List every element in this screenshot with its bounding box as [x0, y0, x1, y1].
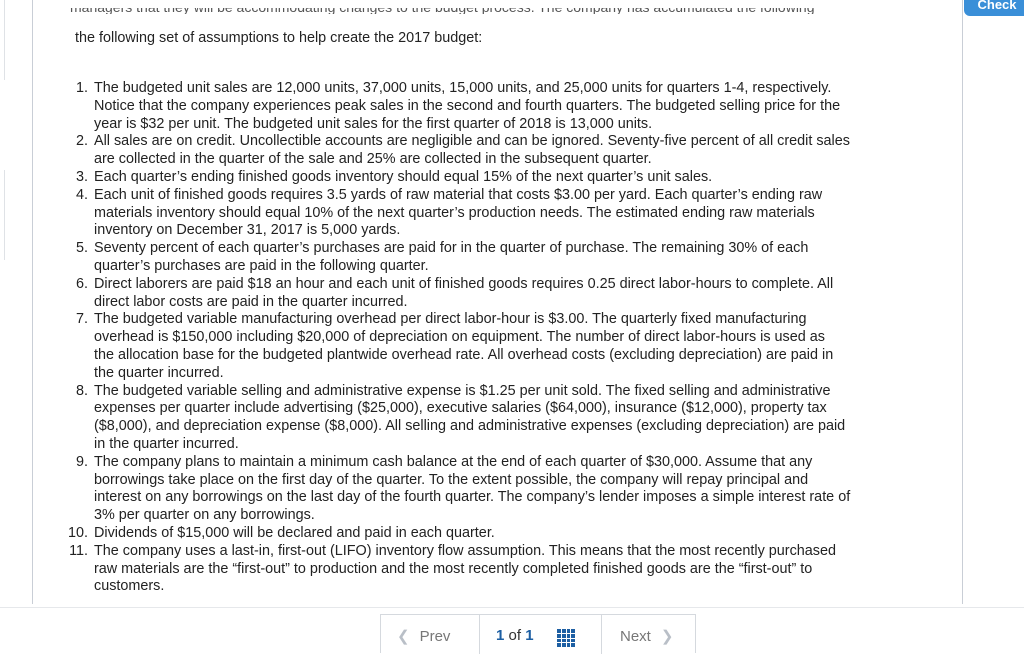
chevron-right-icon: ❯ — [660, 628, 674, 645]
assumption-line: The budgeted variable selling and administrative expense is $1.25 per unit sold. The fixed selling and administrative — [94, 382, 831, 399]
assumption-line: expenses per quarter include advertising ($25,000), executive salaries ($64,000), insurance ($12,000), property tax — [94, 400, 827, 417]
prev-label: Prev — [419, 628, 451, 645]
left-edge-panel — [0, 0, 4, 653]
grid-view-icon[interactable] — [557, 629, 575, 647]
pagination-bar — [380, 614, 696, 653]
assumption-line: raw materials are the “first-out” to production and the most recently completed finished goods are the “first-out” to — [94, 560, 813, 577]
assumption-item — [55, 240, 925, 276]
assumption-item — [55, 543, 925, 596]
assumption-line: All sales are on credit. Uncollectible accounts are negligible and can be ignored. Seventy-five percent of all credit sales — [94, 133, 850, 150]
assumption-item — [55, 169, 925, 187]
current-page: 1 — [496, 627, 505, 644]
assumption-number: 4. — [75, 186, 88, 203]
assumption-item — [55, 383, 925, 454]
assumption-item — [55, 187, 925, 240]
assumption-number: 7. — [75, 311, 88, 328]
total-pages: 1 — [525, 627, 534, 644]
assumption-line: The company uses a last-in, first-out (LIFO) inventory flow assumption. This means that the most recently purchased — [94, 542, 836, 559]
assumption-line: customers. — [94, 578, 165, 595]
assumption-line: Each unit of finished goods requires 3.5 yards of raw material that costs $3.00 per yard. Each quarter’s ending raw — [94, 186, 823, 203]
assumption-item — [55, 276, 925, 312]
assumption-item — [55, 454, 925, 525]
assumption-line: Direct laborers are paid $18 an hour and each unit of finished goods requires 0.25 direct labor-hours to complete. All — [94, 275, 834, 292]
assumption-number: 11. — [69, 542, 88, 559]
assumptions-list — [55, 80, 925, 596]
assumption-line: Dividends of $15,000 will be declared and paid in each quarter. — [94, 524, 495, 541]
next-label: Next — [620, 628, 651, 645]
assumption-number: 6. — [75, 275, 88, 292]
assumption-line: ($8,000), and depreciation expense ($8,000). All selling and administrative expenses (excluding depreciation) are paid — [94, 418, 846, 435]
assumption-number: 2. — [75, 133, 88, 150]
assumption-number: 5. — [75, 240, 88, 257]
assumption-line: year is $32 per unit. The budgeted unit sales for the first quarter of 2018 is 13,000 units. — [94, 115, 653, 132]
intro-text: the following set of assumptions to help create the 2017 budget: — [75, 30, 483, 46]
chevron-left-icon: ❮ — [397, 628, 410, 645]
prev-button[interactable] — [397, 627, 450, 645]
assumption-number: 9. — [75, 453, 88, 470]
assumption-line: materials inventory should equal 10% of the next quarter’s production needs. The estimated ending raw materials — [94, 204, 815, 221]
assumption-number: 10. — [67, 524, 88, 541]
assumption-item — [55, 525, 925, 543]
assumption-line: overhead is $150,000 including $20,000 of depreciation on equipment. The number of direct labor-hours is used as — [94, 329, 825, 346]
assumption-item — [55, 80, 925, 133]
assumption-line: quarter’s purchases are paid in the following quarter. — [94, 257, 429, 274]
of-label: of — [508, 627, 522, 644]
assumption-line: direct labor costs are paid in the quarter incurred. — [94, 293, 408, 310]
assumption-line: the allocation base for the budgeted plantwide overhead rate. All overhead costs (excluding depreciation) are paid in — [94, 346, 834, 363]
assumption-line: Seventy percent of each quarter’s purchases are paid for in the quarter of purchase. The remaining 30% of each — [94, 240, 809, 257]
next-button[interactable] — [620, 627, 673, 645]
page-indicator — [496, 627, 534, 644]
assumption-line: The company plans to maintain a minimum cash balance at the end of each quarter of $30,000. Assume that any — [94, 453, 813, 470]
assumption-line: are collected in the quarter of the sale and 25% are collected in the subsequent quarter. — [94, 151, 652, 168]
assumption-line: The budgeted unit sales are 12,000 units, 37,000 units, 15,000 units, and 25,000 units for quarters 1-4, respectively. — [94, 80, 832, 96]
assumption-line: Notice that the company experiences peak sales in the second and fourth quarters. The budgeted selling price for the — [94, 97, 841, 114]
assumption-number: 8. — [75, 382, 88, 399]
assumption-line: 3% per quarter on any borrowings. — [94, 507, 315, 524]
assumption-line: borrowings take place on the first day of the quarter. To the extent possible, the company will repay principal and — [94, 471, 809, 488]
assumption-item — [55, 133, 925, 169]
assumption-line: in the quarter incurred. — [94, 435, 239, 452]
assumption-line: The budgeted variable manufacturing overhead per direct labor-hour is $3.00. The quarterly fixed manufacturing — [94, 311, 807, 328]
divider — [0, 607, 1024, 608]
check-button[interactable]: Check — [964, 0, 1024, 16]
assumption-line: interest on any borrowings on the last day of the fourth quarter. The company’s lender imposes a simple interest rate of — [94, 489, 851, 506]
assumption-item — [55, 311, 925, 382]
assumption-line: the quarter incurred. — [94, 364, 224, 381]
assumption-number: 1. — [75, 80, 88, 96]
assumption-line: Each quarter’s ending finished goods inventory should equal 15% of the next quarter’s unit sales. — [94, 168, 713, 185]
assumption-number: 3. — [75, 168, 88, 185]
assumption-line: inventory on December 31, 2017 is 5,000 yards. — [94, 222, 401, 239]
